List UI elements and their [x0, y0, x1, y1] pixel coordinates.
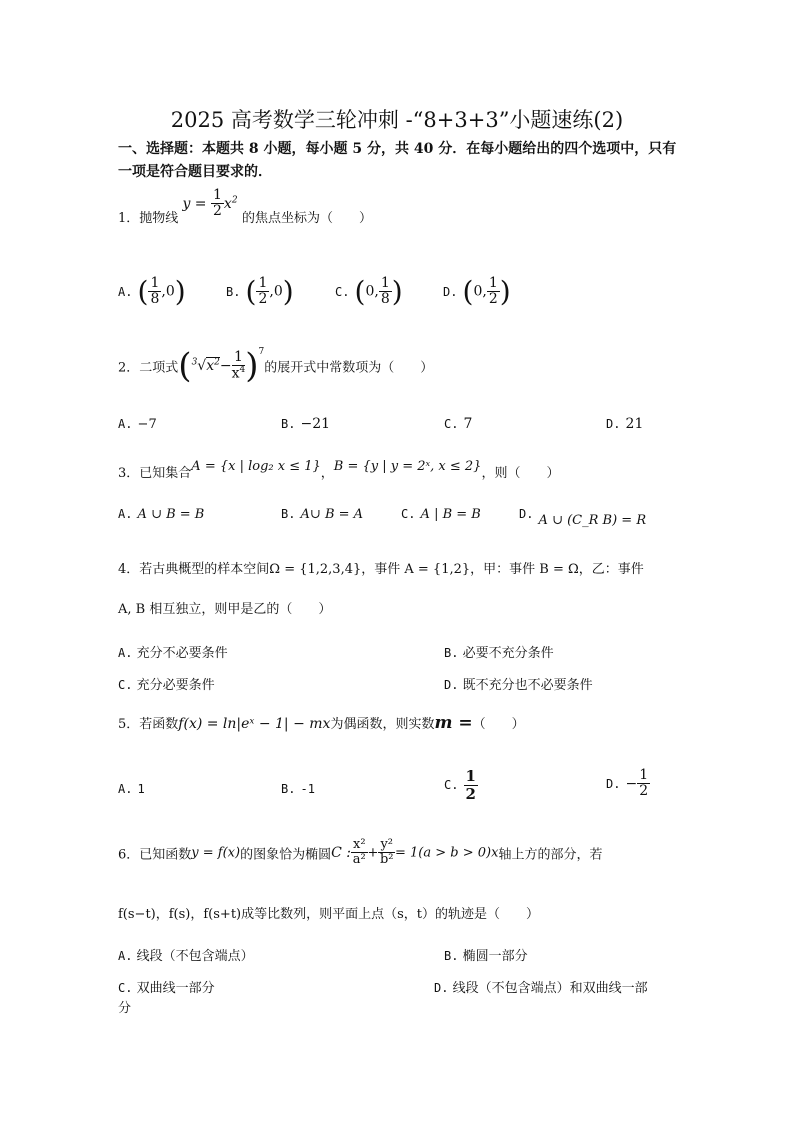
q1-frac-den: 2 [213, 203, 222, 220]
q2-root-index: 3 [191, 357, 198, 368]
q5-option-b[interactable] [281, 778, 315, 797]
q3-post: ，则（ ） [481, 466, 560, 481]
q2-option-b[interactable] [281, 413, 330, 432]
option-label: B. [444, 646, 459, 660]
q1-option-d[interactable]: D. (0, $\frac{1}{2}$ ) [443, 274, 511, 308]
q6-option-a[interactable] [118, 945, 254, 964]
q2-frac-num: 1 [232, 350, 246, 366]
option-label: B. [281, 507, 296, 521]
q6-option-d[interactable] [434, 977, 648, 996]
opt-frac-num: 1 [258, 274, 268, 291]
opt-frac-num: 1 [488, 274, 498, 291]
q2-number: 2． [118, 360, 140, 376]
q1-eq-lhs: y [182, 195, 191, 212]
opt-frac-num: 1 [639, 767, 649, 783]
q1-pre: 抛物线 [139, 210, 179, 226]
option-label: D. [434, 981, 449, 995]
opt-frac-den: 2 [639, 783, 649, 800]
option-text: 1 [137, 782, 145, 796]
q6-plus: + [367, 845, 379, 861]
option-label: D. [606, 776, 621, 791]
q5-pre: 若函数 [139, 717, 179, 732]
option-label: D. [606, 417, 621, 431]
opt-value: 0 [273, 283, 283, 300]
q6-post: 轴上方的部分，若 [498, 847, 603, 863]
question-1 [118, 187, 373, 234]
q2-power: 7 [258, 347, 265, 358]
option-text: 线段（不包含端点）和双曲线一部 [452, 981, 648, 996]
option-text: A∪ B = A [300, 507, 364, 522]
q2-root-exp: 2 [214, 357, 220, 368]
option-text: -1 [300, 782, 315, 796]
option-text: −21 [300, 416, 331, 432]
q5-options [118, 768, 678, 808]
option-label: A. [118, 949, 133, 963]
q3-option-b[interactable] [281, 503, 363, 522]
option-label: A. [118, 417, 133, 431]
q4-option-d[interactable] [444, 674, 593, 693]
q3-option-a[interactable] [118, 503, 204, 522]
option-label: C. [118, 981, 133, 995]
option-label: C. [118, 678, 133, 692]
q1-option-b[interactable]: B. ( $\frac{1}{2}$ ,0) [226, 274, 294, 308]
q3-pre: 已知集合 [139, 466, 192, 481]
question-4-line-1 [118, 558, 644, 577]
option-label: A. [118, 646, 133, 660]
option-text: A ∪ B = B [137, 507, 205, 522]
q6-ellipse-c: C : [331, 844, 351, 861]
q3-option-c[interactable] [401, 503, 481, 522]
option-text: 充分必要条件 [136, 678, 215, 693]
q6-pre: 已知函数 [139, 847, 192, 863]
q1-option-c[interactable]: C. (0, $\frac{1}{8}$ ) [335, 274, 403, 308]
q6-frac1-den: a² [352, 852, 366, 868]
option-text: 充分不必要条件 [136, 646, 228, 661]
q6-option-c[interactable] [118, 977, 215, 996]
q1-eq-frac [211, 188, 224, 220]
opt-value: 0 [165, 283, 175, 300]
option-text: A | B = B [420, 507, 481, 522]
q6-option-b[interactable] [444, 945, 528, 964]
option-label: A. [118, 782, 133, 796]
opt-frac-den: 2 [465, 784, 476, 803]
option-text: 既不充分也不必要条件 [462, 678, 593, 693]
q6-mid: 的图象恰为椭圆 [240, 847, 332, 863]
page-title: 2025 高考数学三轮冲刺 -“8+3+3”小题速练(2) [170, 108, 624, 132]
option-label: D. [444, 678, 459, 692]
question-4-line-2: A, B 相互独立，则甲是乙的（ ） [118, 602, 332, 617]
q2-pre: 二项式 [139, 360, 179, 376]
q3-set-a: A = {x | log₂ x ≤ 1} [191, 459, 321, 474]
question-3 [118, 459, 560, 481]
q6-option-d-wrap: 分 [118, 1001, 132, 1016]
opt-frac-den: 8 [380, 291, 390, 307]
q2-root: $^3√x^2$ [191, 357, 220, 375]
option-label: D. [443, 285, 458, 299]
q6-frac2-den: b² [379, 852, 394, 868]
q3-comma: ， [320, 466, 334, 481]
q5-option-c[interactable] [444, 768, 478, 802]
option-label: C. [444, 778, 459, 792]
q5-function: f(x) = ln|eˣ − 1| − mx [178, 716, 331, 732]
q4-line1: 若古典概型的样本空间Ω = {1,2,3,4}，事件 A = {1,2}，甲：事件 B = Ω，乙：事件 [139, 562, 644, 577]
option-text: 线段（不包含端点） [136, 949, 254, 964]
q2-option-a[interactable] [118, 413, 157, 432]
opt-frac-num: 1 [150, 274, 160, 291]
option-label: B. [444, 949, 459, 963]
q2-minus: − [219, 358, 232, 374]
q2-root-base: x [206, 358, 215, 375]
option-label: C. [444, 417, 459, 431]
option-label: B. [226, 285, 241, 299]
q2-option-c[interactable] [444, 413, 472, 432]
question-6-line-2: f(s−t)，f(s)，f(s+t)成等比数列，则平面上点（s，t）的轨迹是（ ） [118, 907, 540, 922]
q1-frac-num: 1 [213, 187, 222, 203]
q3-number: 3． [118, 466, 140, 481]
q5-mid: 为偶函数，则实数 [330, 717, 435, 732]
q1-number: 1． [118, 210, 140, 226]
q4-option-a[interactable] [118, 642, 228, 661]
q1-post: 的焦点坐标为（ ） [242, 210, 373, 226]
q4-option-c[interactable] [118, 674, 215, 693]
q6-frac2-num: y² [380, 837, 394, 852]
q2-option-d[interactable] [606, 413, 643, 432]
question-2: 2．二项式($^3√x^2-$ $\frac{1}{x^4}$ )$^7$的展开式中常数项为（ ） [118, 346, 434, 386]
q6-condition: = 1(a > b > 0) [395, 845, 492, 861]
option-text: 椭圆一部分 [462, 949, 528, 964]
q6-number: 6． [118, 847, 140, 863]
q2-frac [232, 350, 246, 382]
q1-eq-exp: 2 [231, 195, 238, 206]
option-label: C. [335, 285, 350, 299]
option-text: −7 [137, 417, 157, 432]
q5-post: （ ） [472, 717, 525, 732]
q5-option-d[interactable] [606, 768, 650, 800]
option-sign: − [625, 775, 638, 792]
option-text: 双曲线一部分 [136, 981, 215, 996]
q6-frac1-num: x² [353, 837, 366, 852]
opt-frac-num: 1 [380, 274, 390, 291]
option-label: A. [118, 507, 133, 521]
option-label: B. [281, 417, 296, 431]
q2-frac-den: x [231, 365, 240, 382]
opt-frac-den: 8 [150, 291, 160, 307]
q3-set-b: B = {y | y = 2ˣ, x ≤ 2} [333, 459, 482, 474]
q1-eq-var: x [223, 195, 232, 212]
q6-function: y = f(x) [191, 845, 241, 861]
q1-option-a[interactable]: A. ( $\frac{1}{8}$ ,0) [118, 274, 186, 308]
opt-frac-den: 2 [488, 291, 498, 307]
question-6 [118, 838, 602, 882]
option-label: D. [519, 507, 534, 521]
q2-frac-den-exp: 4 [239, 365, 246, 376]
q5-var: m = [434, 713, 473, 733]
question-5 [118, 713, 525, 733]
option-text: 必要不充分条件 [462, 646, 554, 661]
q5-number: 5． [118, 717, 140, 732]
q4-option-b[interactable] [444, 642, 554, 661]
q1-options [118, 275, 678, 315]
q5-option-a[interactable] [118, 778, 145, 797]
option-text: 21 [625, 416, 644, 432]
q6-axis: x [491, 845, 499, 861]
q4-number: 4． [118, 562, 140, 577]
opt-frac-num: 1 [465, 767, 476, 785]
section-heading: 一、选择题：本题共 8 小题，每小题 5 分，共 40 分．在每小题给出的四个选项中，只有一项是符合题目要求的． [118, 141, 677, 180]
opt-frac-den: 2 [258, 291, 268, 307]
option-label: C. [401, 507, 416, 521]
option-label: B. [281, 782, 296, 796]
q2-post: 的展开式中常数项为（ ） [264, 360, 434, 376]
opt-value: 0 [365, 283, 375, 300]
option-text: A ∪ (C_R B) = R [538, 513, 647, 528]
q1-equation: y = $\frac{1}{2}$ $x^2$ [182, 187, 238, 220]
option-text: 7 [463, 416, 473, 432]
opt-value: 0 [473, 283, 483, 300]
q3-option-d[interactable] [519, 503, 647, 528]
option-label: A. [118, 285, 133, 299]
